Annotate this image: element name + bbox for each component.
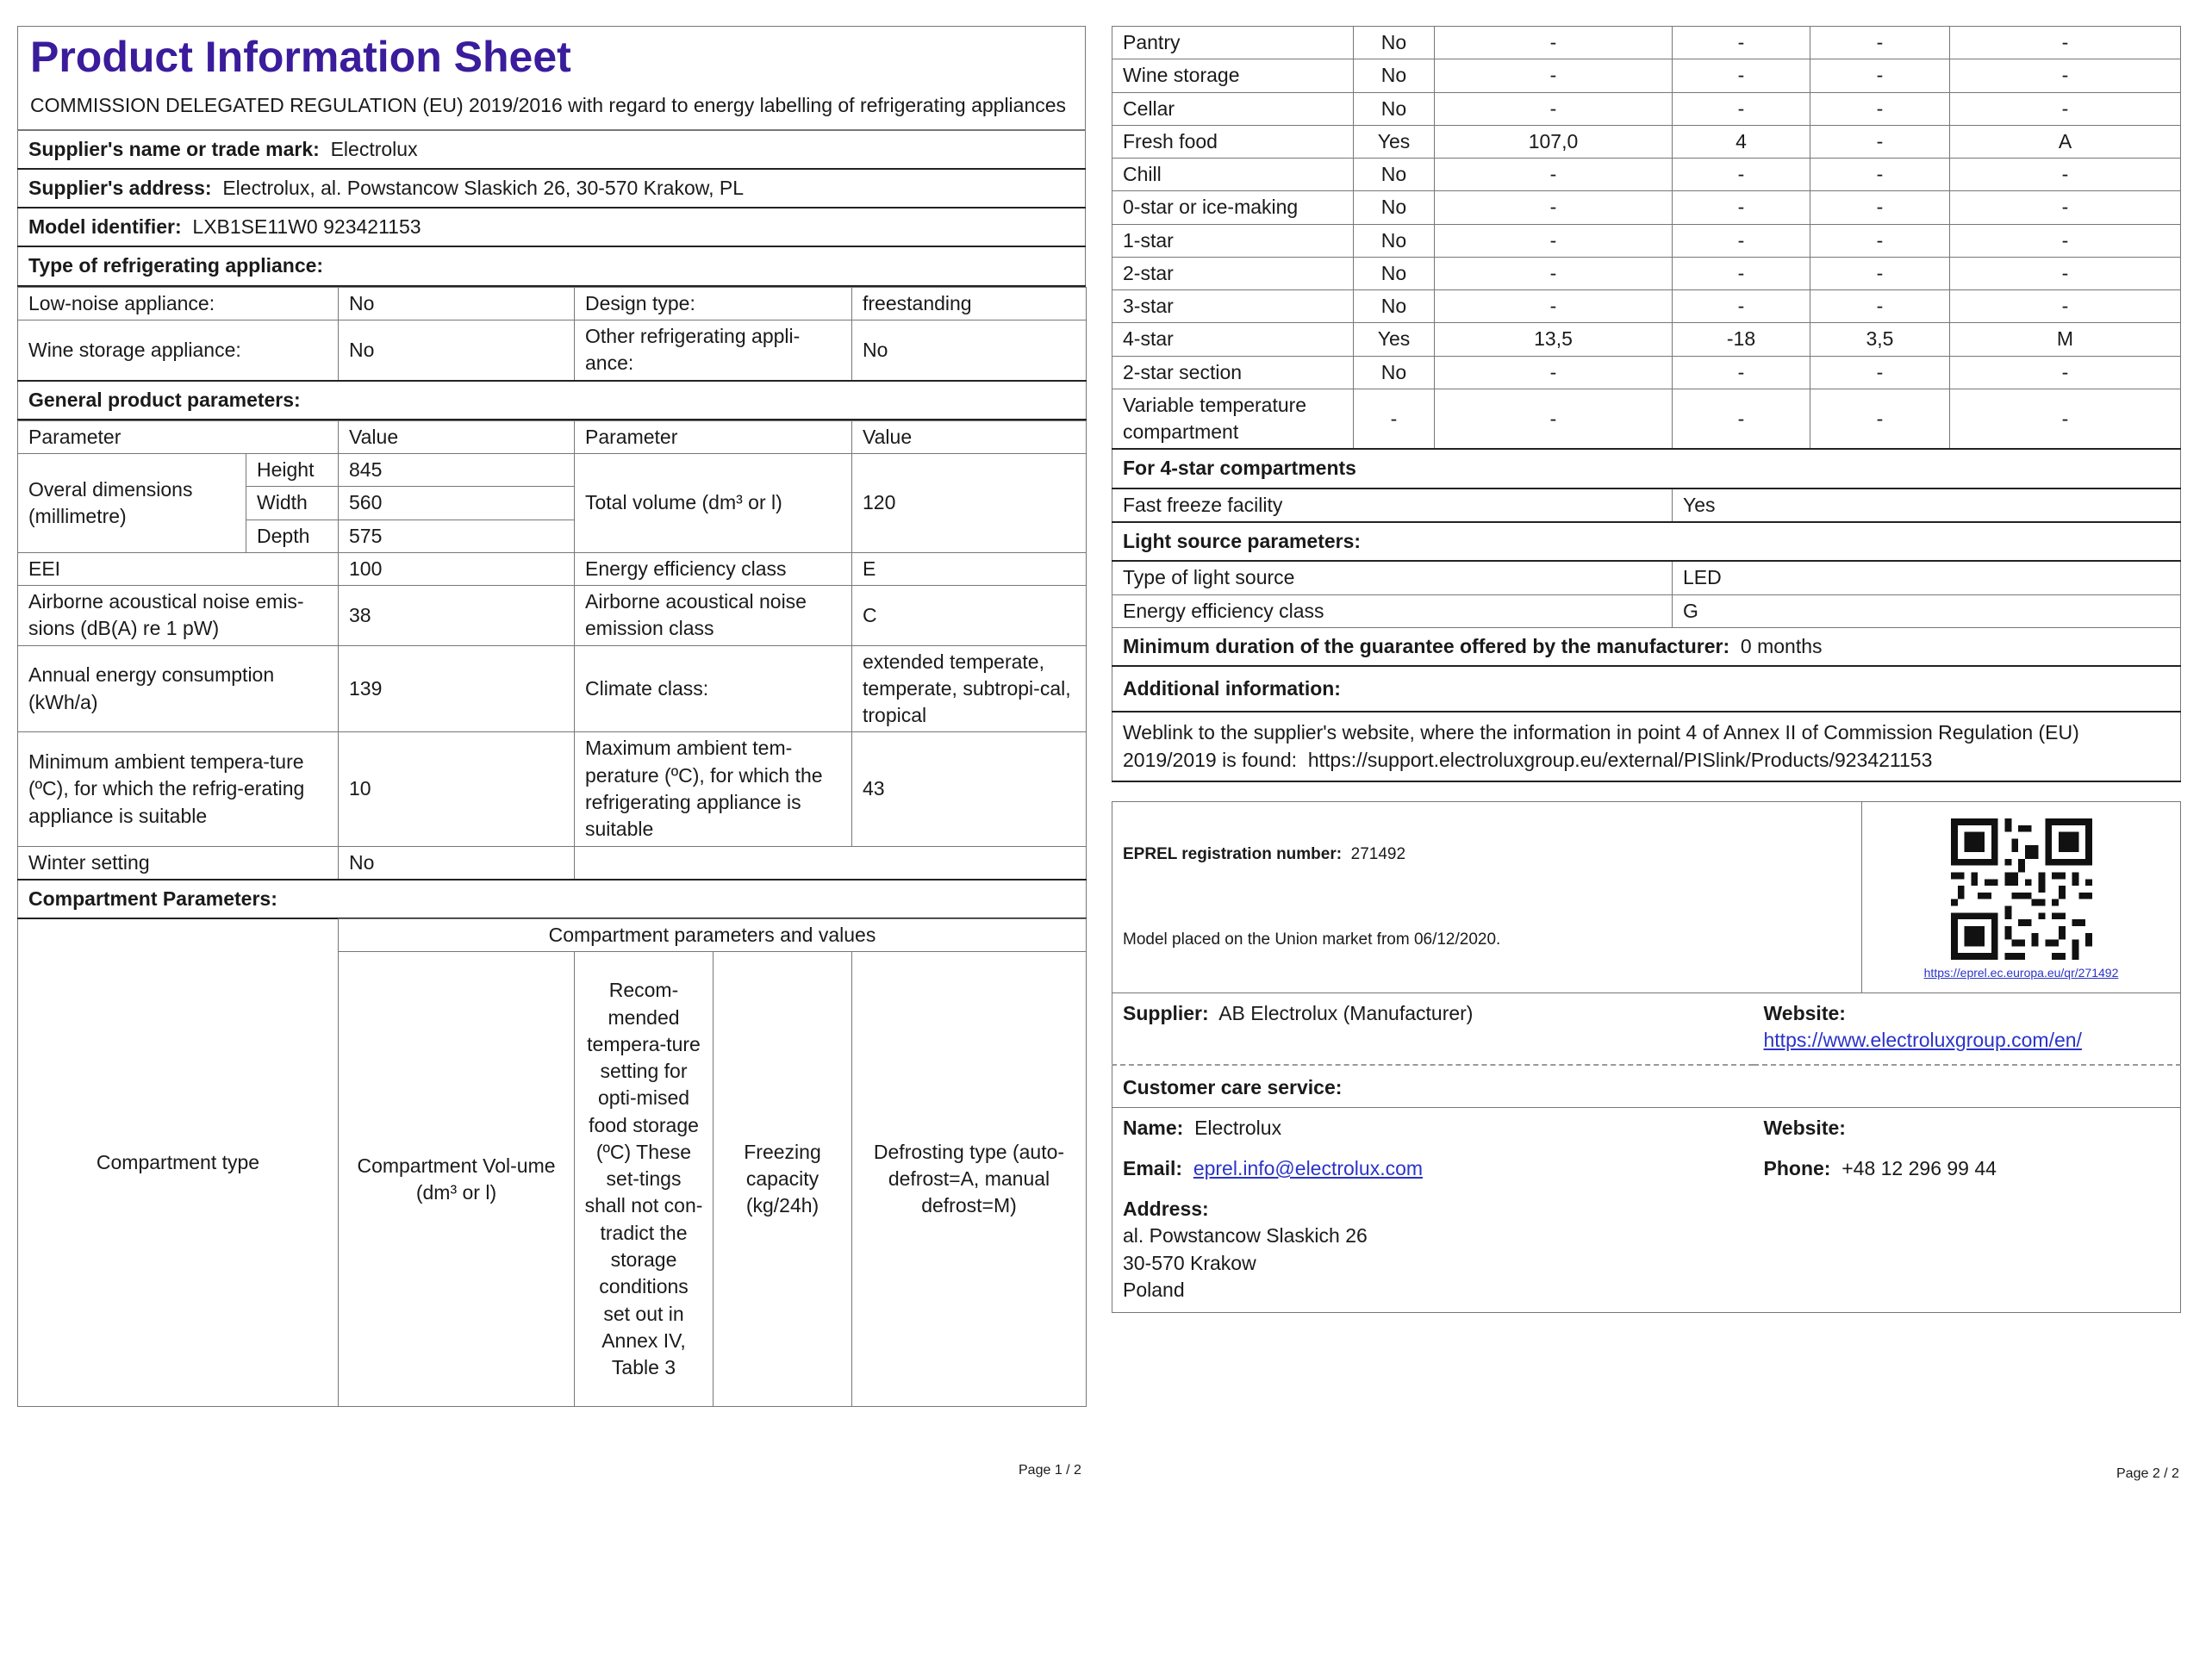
light-heading: Light source parameters: <box>1123 529 1362 552</box>
compartment-type-cell: Fresh food <box>1112 125 1354 158</box>
page-number-2: Page 2 / 2 <box>2116 1466 2179 1481</box>
col-compartment-volume: Compartment Vol-ume (dm³ or l) <box>339 952 575 1407</box>
compartment-volume-cell: - <box>1435 257 1673 289</box>
compartment-defrost-cell: M <box>1950 323 2181 356</box>
compartment-present-cell: Yes <box>1354 323 1435 356</box>
compartment-freezing-cell: - <box>1810 92 1950 125</box>
page-one <box>17 26 1086 1407</box>
compartment-defrost-cell: - <box>1950 224 2181 257</box>
title-box <box>17 26 1086 130</box>
compartment-temp-cell: - <box>1673 59 1810 92</box>
supplier-website-label: Website: <box>1763 1001 1846 1024</box>
compartment-temp-cell: - <box>1673 257 1810 289</box>
weblink-url: https://support.electroluxgroup.eu/external/PISlink/Products/923421153 <box>1307 748 1933 771</box>
compartment-temp-cell: - <box>1673 290 1810 323</box>
compartment-volume-cell: 13,5 <box>1435 323 1673 356</box>
total-volume-label: Total volume (dm³ or l) <box>575 454 852 553</box>
dimensions-label: Overal dimensions (millimetre) <box>18 454 246 553</box>
page-title: Product Information Sheet <box>30 33 571 81</box>
compartment-freezing-cell: - <box>1810 389 1950 449</box>
market-date-text: Model placed on the Union market from 06/12/2020. <box>1123 930 1501 949</box>
compartment-volume-cell: - <box>1435 92 1673 125</box>
width-value: 560 <box>339 487 575 520</box>
compartment-defrost-cell: - <box>1950 27 2181 59</box>
regulation-subtitle: COMMISSION DELEGATED REGULATION (EU) 2019/2016 with regard to energy labelling of refrigerating appliances <box>30 93 1067 116</box>
supplier-contact-label: Supplier: <box>1123 1001 1209 1024</box>
model-identifier-value: LXB1SE11W0 923421153 <box>192 215 421 239</box>
compartment-defrost-cell: - <box>1950 59 2181 92</box>
depth-value: 575 <box>339 520 575 552</box>
four-star-heading: For 4-star compartments <box>1123 457 1356 480</box>
compartment-temp-cell: - <box>1673 191 1810 224</box>
climate-class-label: Climate class: <box>575 645 852 732</box>
address-line-2: 30-570 Krakow <box>1123 1251 1256 1274</box>
compartment-freezing-cell: - <box>1810 224 1950 257</box>
compartment-present-cell: Yes <box>1354 125 1435 158</box>
compartment-freezing-cell: - <box>1810 290 1950 323</box>
compartments-heading: Compartment Parameters: <box>28 887 277 910</box>
wine-appliance-value: No <box>339 320 575 381</box>
annual-consumption-label: Annual energy consumption (kWh/a) <box>18 645 339 732</box>
fast-freeze-value: Yes <box>1673 488 2181 522</box>
compartment-freezing-cell: - <box>1810 125 1950 158</box>
care-email-link[interactable]: eprel.info@electrolux.com <box>1193 1156 1424 1179</box>
wine-appliance-label: Wine storage appliance: <box>18 320 339 381</box>
compartment-present-cell: - <box>1354 389 1435 449</box>
compartment-row <box>1112 159 2181 191</box>
compartment-freezing-cell: - <box>1810 27 1950 59</box>
type-table <box>17 287 1087 420</box>
noise-class-value: C <box>852 586 1087 646</box>
width-label: Width <box>246 487 339 520</box>
compartment-row <box>1112 224 2181 257</box>
col-value: Value <box>339 420 575 453</box>
compartment-type-cell: 2-star section <box>1112 356 1354 389</box>
compartment-volume-cell: - <box>1435 59 1673 92</box>
address-line-3: Poland <box>1123 1278 1185 1301</box>
care-address-label: Address: <box>1123 1198 1209 1221</box>
model-identifier-label: Model identifier: <box>28 215 182 239</box>
compartment-temp-cell: - <box>1673 27 1810 59</box>
compartment-row <box>1112 27 2181 59</box>
compartment-present-cell: No <box>1354 191 1435 224</box>
supplier-address-label: Supplier's address: <box>28 176 212 199</box>
compartment-type-cell: Pantry <box>1112 27 1354 59</box>
noise-value: 38 <box>339 586 575 646</box>
compartment-present-cell: No <box>1354 257 1435 289</box>
col-parameter: Parameter <box>18 420 339 453</box>
eprel-table <box>1112 801 2181 993</box>
col-parameter-2: Parameter <box>575 420 852 453</box>
other-appliance-label: Other refrigerating appli-ance: <box>575 320 852 381</box>
compartment-temp-cell: 4 <box>1673 125 1810 158</box>
eei-value: 100 <box>339 552 575 585</box>
low-noise-label: Low-noise appliance: <box>18 287 339 320</box>
compartment-present-cell: No <box>1354 290 1435 323</box>
max-ambient-value: 43 <box>852 732 1087 846</box>
winter-setting-value: No <box>339 846 575 880</box>
energy-class-label: Energy efficiency class <box>575 552 852 585</box>
guarantee-label: Minimum duration of the guarantee offered by the manufacturer: <box>1123 634 1730 657</box>
care-website-label: Website: <box>1763 1116 1846 1139</box>
supplier-website-link[interactable]: https://www.electroluxgroup.com/en/ <box>1763 1029 2082 1052</box>
compartment-present-cell: No <box>1354 59 1435 92</box>
compartment-present-cell: No <box>1354 159 1435 191</box>
care-name-label: Name: <box>1123 1116 1184 1139</box>
low-noise-value: No <box>339 287 575 320</box>
compartment-row <box>1112 125 2181 158</box>
compartment-temp-cell: - <box>1673 389 1810 449</box>
general-heading: General product parameters: <box>28 388 301 411</box>
compartment-temp-cell: -18 <box>1673 323 1810 356</box>
other-appliance-value: No <box>852 320 1087 381</box>
height-value: 845 <box>339 454 575 487</box>
page-number-1: Page 1 / 2 <box>1019 1463 1081 1478</box>
compartment-volume-cell: - <box>1435 191 1673 224</box>
max-ambient-label: Maximum ambient tem-perature (ºC), for which the refrigerating appliance is suitable <box>575 732 852 846</box>
compartment-temp-cell: - <box>1673 224 1810 257</box>
type-heading: Type of refrigerating appliance: <box>28 254 324 277</box>
compartment-row <box>1112 356 2181 389</box>
compartment-values-table <box>1112 26 2181 782</box>
guarantee-value: 0 months <box>1740 634 1823 657</box>
total-volume-value: 120 <box>852 454 1087 553</box>
compartment-volume-cell: - <box>1435 159 1673 191</box>
compartment-present-cell: No <box>1354 356 1435 389</box>
care-phone-value: +48 12 296 99 44 <box>1841 1156 1997 1179</box>
qr-url-link[interactable]: https://eprel.ec.europa.eu/qr/271492 <box>1923 965 2119 980</box>
supplier-contact-value: AB Electrolux (Manufacturer) <box>1218 1001 1474 1024</box>
compartment-temp-cell: - <box>1673 356 1810 389</box>
climate-class-value: extended temperate, temperate, subtropi-cal, tropical <box>852 645 1087 732</box>
care-name-value: Electrolux <box>1194 1116 1282 1139</box>
light-class-label: Energy efficiency class <box>1112 594 1673 627</box>
compartment-type-cell: Variable temperature compartment <box>1112 389 1354 449</box>
general-table <box>17 420 1087 919</box>
compartment-defrost-cell: - <box>1950 191 2181 224</box>
compartment-type-cell: 4-star <box>1112 323 1354 356</box>
compartment-header-table <box>17 918 1087 1407</box>
compartment-freezing-cell: - <box>1810 59 1950 92</box>
col-defrosting-type: Defrosting type (auto-defrost=A, manual defrost=M) <box>852 952 1087 1407</box>
compartment-freezing-cell: 3,5 <box>1810 323 1950 356</box>
winter-setting-label: Winter setting <box>18 846 339 880</box>
compartment-freezing-cell: - <box>1810 356 1950 389</box>
compartment-present-cell: No <box>1354 224 1435 257</box>
eei-label: EEI <box>18 552 339 585</box>
supplier-table <box>17 130 1086 287</box>
light-type-value: LED <box>1673 561 2181 594</box>
compartment-present-cell: No <box>1354 27 1435 59</box>
design-type-label: Design type: <box>575 287 852 320</box>
compartment-defrost-cell: - <box>1950 290 2181 323</box>
compartment-volume-cell: - <box>1435 290 1673 323</box>
compartment-type-cell: 0-star or ice-making <box>1112 191 1354 224</box>
page-two <box>1112 26 2180 1313</box>
light-type-label: Type of light source <box>1112 561 1673 594</box>
eprel-reg-label: EPREL registration number: <box>1123 844 1343 863</box>
min-ambient-label: Minimum ambient tempera-ture (ºC), for which the refrig-erating appliance is suitable <box>18 732 339 846</box>
compartment-type-cell: Wine storage <box>1112 59 1354 92</box>
compartment-row <box>1112 191 2181 224</box>
compartment-type-cell: 2-star <box>1112 257 1354 289</box>
col-value-2: Value <box>852 420 1087 453</box>
compartment-volume-cell: - <box>1435 356 1673 389</box>
col-freezing-capacity: Freezing capacity (kg/24h) <box>714 952 852 1407</box>
compartment-row <box>1112 290 2181 323</box>
compartment-defrost-cell: A <box>1950 125 2181 158</box>
care-phone-label: Phone: <box>1763 1156 1831 1179</box>
compartment-volume-cell: - <box>1435 389 1673 449</box>
light-class-value: G <box>1673 594 2181 627</box>
compartment-temp-cell: - <box>1673 159 1810 191</box>
compartment-defrost-cell: - <box>1950 92 2181 125</box>
design-type-value: freestanding <box>852 287 1087 320</box>
energy-class-value: E <box>852 552 1087 585</box>
address-line-1: al. Powstancow Slaskich 26 <box>1123 1224 1368 1248</box>
compartment-present-cell: No <box>1354 92 1435 125</box>
compartment-defrost-cell: - <box>1950 159 2181 191</box>
compartment-row <box>1112 59 2181 92</box>
care-email-label: Email: <box>1123 1156 1183 1179</box>
weblink-text: Weblink to the supplier's website, where the information in point 4 of Annex II of Commission Regulation (EU) 2019/2019 is found: <box>1123 721 2079 771</box>
compartment-volume-cell: - <box>1435 27 1673 59</box>
compartment-freezing-cell: - <box>1810 257 1950 289</box>
compartment-temp-cell: - <box>1673 92 1810 125</box>
additional-heading: Additional information: <box>1123 677 1341 700</box>
compartment-defrost-cell: - <box>1950 389 2181 449</box>
compartment-row <box>1112 389 2181 449</box>
compartment-volume-cell: - <box>1435 224 1673 257</box>
supplier-name-value: Electrolux <box>330 137 418 160</box>
compartment-freezing-cell: - <box>1810 191 1950 224</box>
compartment-defrost-cell: - <box>1950 257 2181 289</box>
compartment-type-cell: Cellar <box>1112 92 1354 125</box>
depth-label: Depth <box>246 520 339 552</box>
col-compartment-type: Compartment type <box>18 919 339 1407</box>
compartment-type-cell: 1-star <box>1112 224 1354 257</box>
compartment-type-cell: Chill <box>1112 159 1354 191</box>
compartment-defrost-cell: - <box>1950 356 2181 389</box>
compartment-row <box>1112 257 2181 289</box>
supplier-contact-table <box>1112 992 2181 1313</box>
compartment-freezing-cell: - <box>1810 159 1950 191</box>
compartment-row <box>1112 323 2181 356</box>
compartment-type-cell: 3-star <box>1112 290 1354 323</box>
supplier-name-label: Supplier's name or trade mark: <box>28 137 320 160</box>
height-label: Height <box>246 454 339 487</box>
compartment-volume-cell: 107,0 <box>1435 125 1673 158</box>
annual-consumption-value: 139 <box>339 645 575 732</box>
eprel-reg-value: 271492 <box>1350 844 1406 863</box>
noise-class-label: Airborne acoustical noise emission class <box>575 586 852 646</box>
supplier-address-value: Electrolux, al. Powstancow Slaskich 26, 30-570 Krakow, PL <box>222 176 745 199</box>
customer-care-heading: Customer care service: <box>1123 1076 1343 1099</box>
compartment-row <box>1112 92 2181 125</box>
noise-label: Airborne acoustical noise emis-sions (dB(A) re 1 pW) <box>18 586 339 646</box>
col-recommended-temperature: Recom-mended tempera-ture setting for opti-mised food storage (ºC) These set-tings shall not con-tradict the storage conditions set out in Annex IV, Table 3 <box>575 952 714 1407</box>
qr-code-icon <box>1951 818 2092 960</box>
fast-freeze-label: Fast freeze facility <box>1112 488 1673 522</box>
compartment-group-header: Compartment parameters and values <box>339 919 1087 952</box>
min-ambient-value: 10 <box>339 732 575 846</box>
